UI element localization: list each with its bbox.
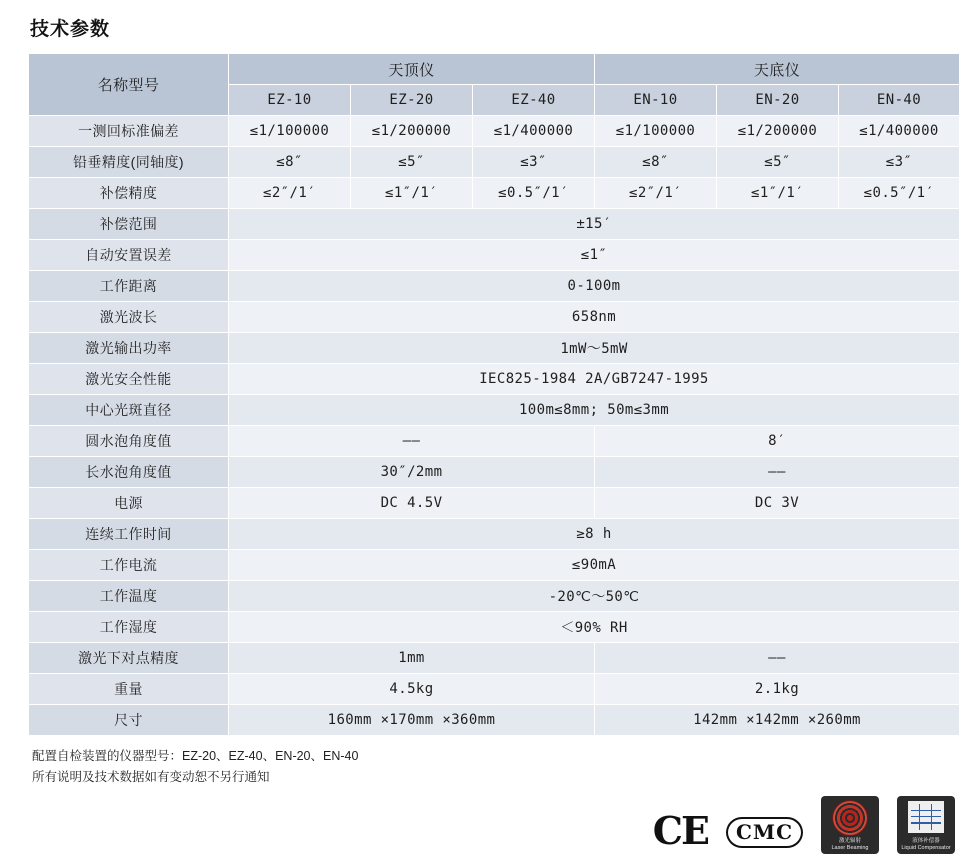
table-header [29, 54, 960, 116]
table-cell: 1mm [229, 643, 595, 674]
laser-badge-line2: Laser Beaming [831, 845, 869, 852]
row-label: 长水泡角度值 [29, 457, 229, 488]
table-row [29, 705, 960, 736]
table-row [29, 674, 960, 705]
column-model-ez-40: EZ-40 [473, 85, 595, 116]
table-cell: 2.1kg [595, 674, 960, 705]
column-group-nadir: 天底仪 [595, 54, 960, 85]
table-cell: ≤5″ [351, 147, 473, 178]
table-cell: ≤2″/1′ [229, 178, 351, 209]
column-group-zenith: 天顶仪 [229, 54, 595, 85]
table-cell: ≤0.5″/1′ [473, 178, 595, 209]
table-cell: ≤1/200000 [351, 116, 473, 147]
laser-badge-caption [821, 838, 879, 852]
table-cell: DC 3V [595, 488, 960, 519]
table-row [29, 116, 960, 147]
table-cell: ≤1/400000 [473, 116, 595, 147]
table-row [29, 240, 960, 271]
row-label: 工作湿度 [29, 612, 229, 643]
table-cell: 30″/2mm [229, 457, 595, 488]
table-row [29, 333, 960, 364]
footnotes [28, 746, 961, 789]
row-label: 工作电流 [29, 550, 229, 581]
table-row [29, 457, 960, 488]
row-label: 自动安置误差 [29, 240, 229, 271]
table-cell: ≤1″/1′ [351, 178, 473, 209]
row-label: 激光波长 [29, 302, 229, 333]
table-cell: -20℃～50℃ [229, 581, 960, 612]
row-label: 激光下对点精度 [29, 643, 229, 674]
row-label: 激光输出功率 [29, 333, 229, 364]
table-row [29, 426, 960, 457]
table-cell: 1mW～5mW [229, 333, 960, 364]
table-row [29, 488, 960, 519]
table-cell: ≤1″ [229, 240, 960, 271]
certification-marks [653, 796, 955, 854]
bubble-badge-line1: 液体补偿器 [912, 838, 940, 845]
cmc-mark-icon: CMC [726, 817, 803, 848]
laser-radiation-badge-icon [821, 796, 879, 854]
table-cell: 100m≤8mm; 50m≤3mm [229, 395, 960, 426]
table-cell: ≤1/400000 [839, 116, 960, 147]
row-label: 一测回标准偏差 [29, 116, 229, 147]
column-model-en-10: EN-10 [595, 85, 717, 116]
row-label: 激光安全性能 [29, 364, 229, 395]
table-row [29, 550, 960, 581]
table-cell: ≤5″ [717, 147, 839, 178]
column-model-en-20: EN-20 [717, 85, 839, 116]
table-cell: 8′ [595, 426, 960, 457]
specifications-table [28, 53, 960, 736]
table-cell: 142mm ×142mm ×260mm [595, 705, 960, 736]
table-row [29, 643, 960, 674]
table-cell: ≤1/100000 [229, 116, 351, 147]
table-header-group-row [29, 54, 960, 85]
table-cell: ＜90% RH [229, 612, 960, 643]
row-label: 圆水泡角度值 [29, 426, 229, 457]
table-cell: IEC825-1984 2A/GB7247-1995 [229, 364, 960, 395]
laser-badge-line1: 激光辐射 [838, 838, 861, 845]
table-cell: DC 4.5V [229, 488, 595, 519]
ce-mark-icon: CE [652, 808, 709, 853]
row-label: 连续工作时间 [29, 519, 229, 550]
table-cell: —— [229, 426, 595, 457]
column-model-ez-10: EZ-10 [229, 85, 351, 116]
liquid-compensator-badge-icon [897, 796, 955, 854]
table-cell: 0-100m [229, 271, 960, 302]
table-cell: ≤1/100000 [595, 116, 717, 147]
compensator-lines-icon [908, 801, 944, 833]
column-model-ez-20: EZ-20 [351, 85, 473, 116]
table-cell: ≤1/200000 [717, 116, 839, 147]
row-label: 工作距离 [29, 271, 229, 302]
table-row [29, 519, 960, 550]
table-cell: ≤1″/1′ [717, 178, 839, 209]
corner-label: 名称型号 [29, 54, 229, 116]
table-cell: ≥8 h [229, 519, 960, 550]
table-cell: ≤90mA [229, 550, 960, 581]
table-row [29, 147, 960, 178]
row-label: 电源 [29, 488, 229, 519]
row-label: 重量 [29, 674, 229, 705]
table-cell: ≤8″ [229, 147, 351, 178]
table-cell: ±15′ [229, 209, 960, 240]
row-label: 补偿精度 [29, 178, 229, 209]
table-cell: ≤3″ [473, 147, 595, 178]
bubble-badge-caption [897, 838, 955, 852]
bubble-badge-line2: Liquid Compensator [901, 845, 951, 852]
table-row [29, 302, 960, 333]
row-label: 尺寸 [29, 705, 229, 736]
table-row [29, 271, 960, 302]
row-label: 工作温度 [29, 581, 229, 612]
table-body [29, 116, 960, 736]
table-cell: ≤0.5″/1′ [839, 178, 960, 209]
table-cell: 160mm ×170mm ×360mm [229, 705, 595, 736]
table-row [29, 209, 960, 240]
table-row [29, 178, 960, 209]
row-label: 铅垂精度(同轴度) [29, 147, 229, 178]
table-cell: —— [595, 643, 960, 674]
table-cell: ≤3″ [839, 147, 960, 178]
footnote-line-1: 配置自检装置的仪器型号：EZ-20、EZ-40、EN-20、EN-40 [32, 749, 359, 763]
table-row [29, 612, 960, 643]
row-label: 中心光斑直径 [29, 395, 229, 426]
table-row [29, 581, 960, 612]
table-cell: 658nm [229, 302, 960, 333]
table-row [29, 395, 960, 426]
page-title: 技术参数 [30, 19, 111, 40]
row-label: 补偿范围 [29, 209, 229, 240]
table-cell: ≤8″ [595, 147, 717, 178]
laser-ring-icon [833, 801, 867, 835]
column-model-en-40: EN-40 [839, 85, 960, 116]
table-cell: 4.5kg [229, 674, 595, 705]
footnote-line-2: 所有说明及技术数据如有变动恕不另行通知 [32, 770, 270, 785]
table-row [29, 364, 960, 395]
table-cell: —— [595, 457, 960, 488]
table-cell: ≤2″/1′ [595, 178, 717, 209]
